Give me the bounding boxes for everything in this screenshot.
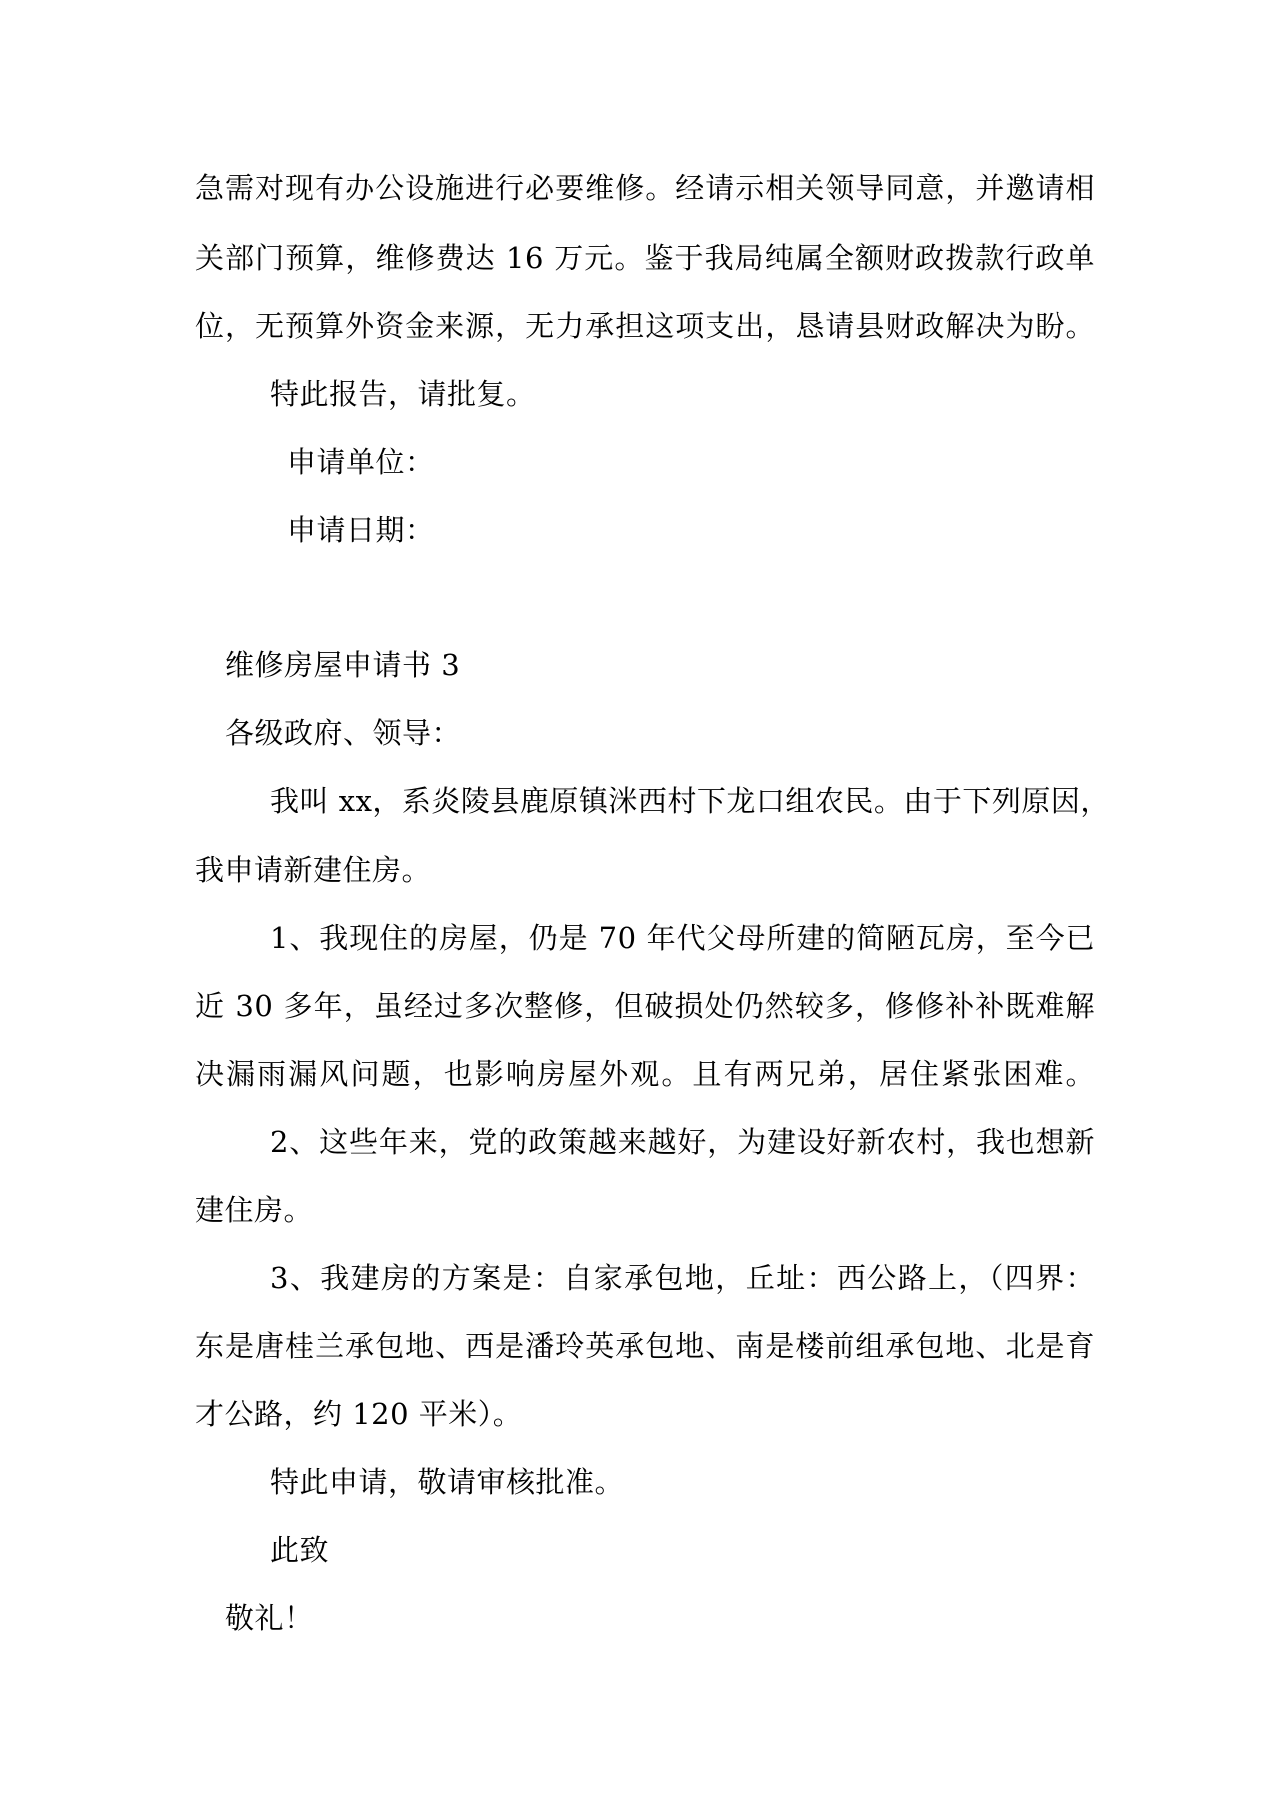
body-text-line: 近 30 多年，虽经过多次整修，但破损处仍然较多，修修补补既难解 [195,989,1095,1023]
regards-line: 此致 [270,1533,330,1567]
body-text-line: 3、我建房的方案是：自家承包地，丘址：西公路上，（四界： [270,1261,1095,1295]
regards-line: 敬礼！ [225,1601,314,1635]
body-text-line: 建住房。 [195,1193,314,1227]
body-text-line: 我申请新建住房。 [195,853,432,887]
body-text-line: 2、这些年来，党的政策越来越好，为建设好新农村，我也想新 [270,1125,1095,1159]
closing-text: 特此申请，敬请审核批准。 [270,1465,625,1499]
application-date-label: 申请日期： [287,513,435,547]
body-text-line: 我叫 xx，系炎陵县鹿原镇洣西村下龙口组农民。由于下列原因， [270,784,1110,818]
applicant-unit-label: 申请单位： [287,445,435,479]
body-text-line: 1、我现住的房屋，仍是 70 年代父母所建的简陋瓦房，至今已 [270,921,1095,955]
section-title: 维修房屋申请书 3 [225,648,461,682]
body-text-line: 关部门预算，维修费达 16 万元。鉴于我局纯属全额财政拨款行政单 [195,241,1095,275]
body-text-line: 决漏雨漏风问题，也影响房屋外观。且有两兄弟，居住紧张困难。 [195,1057,1095,1091]
salutation: 各级政府、领导： [225,716,462,750]
body-text-line: 急需对现有办公设施进行必要维修。经请示相关领导同意，并邀请相 [195,171,1095,205]
body-text-line: 位，无预算外资金来源，无力承担这项支出，恳请县财政解决为盼。 [195,309,1095,343]
body-text-line: 东是唐桂兰承包地、西是潘玲英承包地、南是楼前组承包地、北是育 [195,1329,1095,1363]
closing-text: 特此报告，请批复。 [270,377,536,411]
body-text-line: 才公路，约 120 平米）。 [195,1397,523,1431]
